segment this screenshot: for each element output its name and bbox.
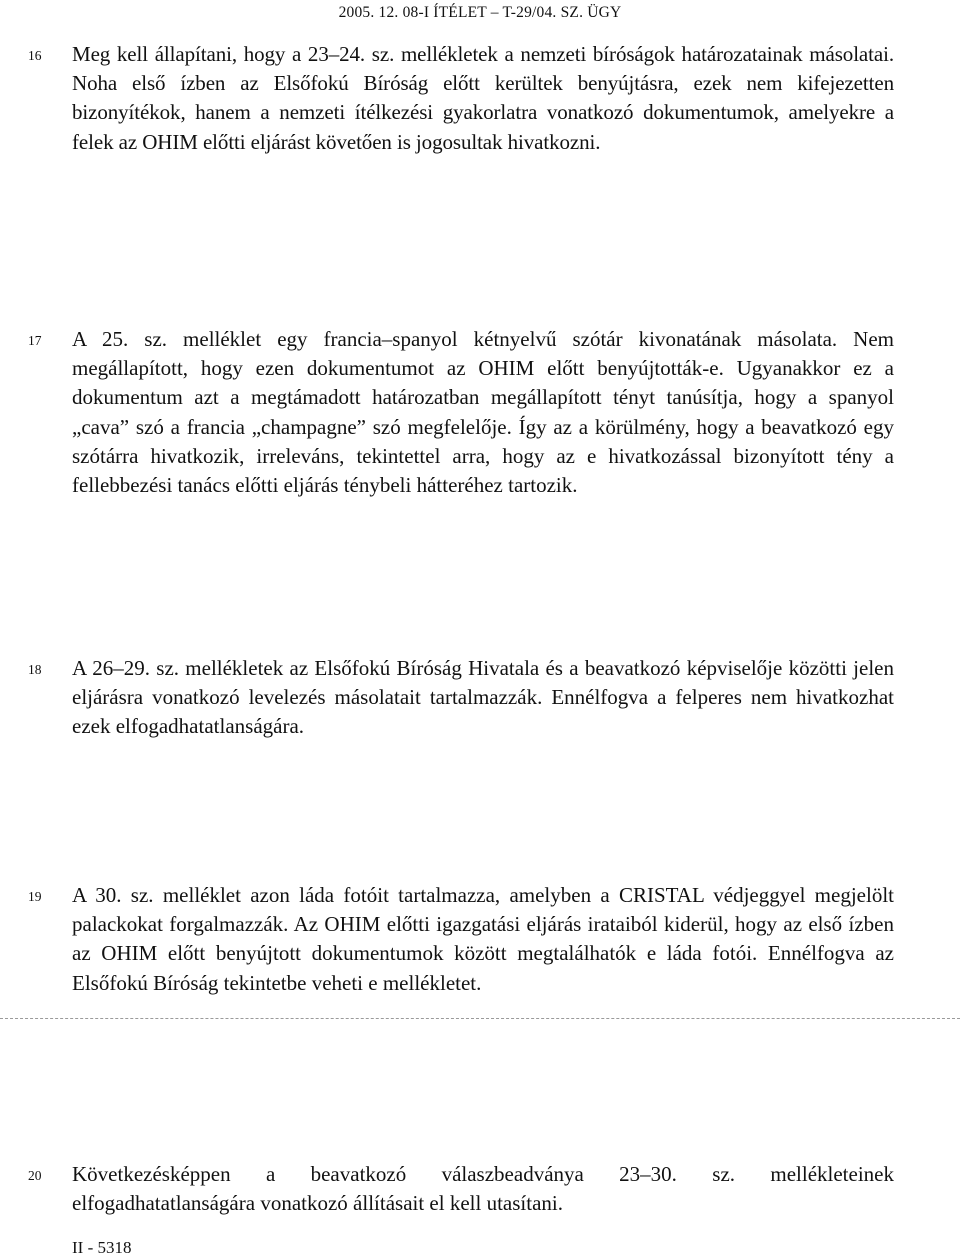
paragraph-number: 16 <box>28 48 42 63</box>
paragraph-number: 19 <box>28 889 42 904</box>
paragraph-number: 20 <box>28 1168 42 1183</box>
paragraph-text: Következésképpen a beavatkozó válaszbeadványa 23–30. sz. mellékleteinek elfogadhatatlanságára vonatkozó állításait el kell utasítani. <box>72 1162 894 1216</box>
paragraph-number: 17 <box>28 333 42 348</box>
running-header: 2005. 12. 08-I ÍTÉLET – T-29/04. SZ. ÜGY <box>338 4 622 21</box>
paragraph-number: 18 <box>28 662 42 677</box>
paragraph-text: A 30. sz. melléklet azon láda fotóit tartalmazza, amelyben a CRISTAL védjeggyel megjelölt palackokat forgalmazzák. Az OHIM előtti igazgatási eljárás irataiból kiderül, hogy az első ízben az OHIM előtt benyújtott dokumentumok között megtalálhatók e láda fotói. Ennélfogva az Elsőfokú Bíróság tekintetbe veheti e mellékletet. <box>72 883 894 995</box>
paragraph-text: A 25. sz. melléklet egy francia–spanyol kétnyelvű szótár kivonatának másolata. Nem megállapított, hogy ezen dokumentumot az OHIM előtt benyújtották-e. Ugyanakkor ez a dokumentum azt a megtámadott határozatban megállapított tényt tanúsítja, hogy a spanyol „cava” szó a francia „champagne” szó megfelelője. Így az a körülmény, hogy a beavatkozó egy szótárra hivatkozik, irreleváns, tekintettel arra, hogy az e hivatkozással bizonyított tény a fellebbezési tanács előtti eljárás ténybeli hátteréhez tartozik. <box>72 327 894 498</box>
page-number: II - 5318 <box>72 1238 132 1257</box>
scan-divider-line <box>0 1018 960 1019</box>
paragraph-text: Meg kell állapítani, hogy a 23–24. sz. mellékletek a nemzeti bíróságok határozatainak másolatai. Noha első ízben az Elsőfokú Bíróság előtt kerültek benyújtásra, ezek nem kifejezetten bizonyítékok, hanem a nemzeti ítélkezési gyakorlatra vonatkozó dokumentumok, amelyekre a felek az OHIM előtti eljárást követően is jogosultak hivatkozni. <box>72 42 894 154</box>
paragraph-text: A 26–29. sz. mellékletek az Elsőfokú Bíróság Hivatala és a beavatkozó képviselője közötti jelen eljárásra vonatkozó levelezés másolatait tartalmazzák. Ennélfogva a felperes nem hivatkozhat ezek elfogadhatatlanságára. <box>72 656 894 739</box>
